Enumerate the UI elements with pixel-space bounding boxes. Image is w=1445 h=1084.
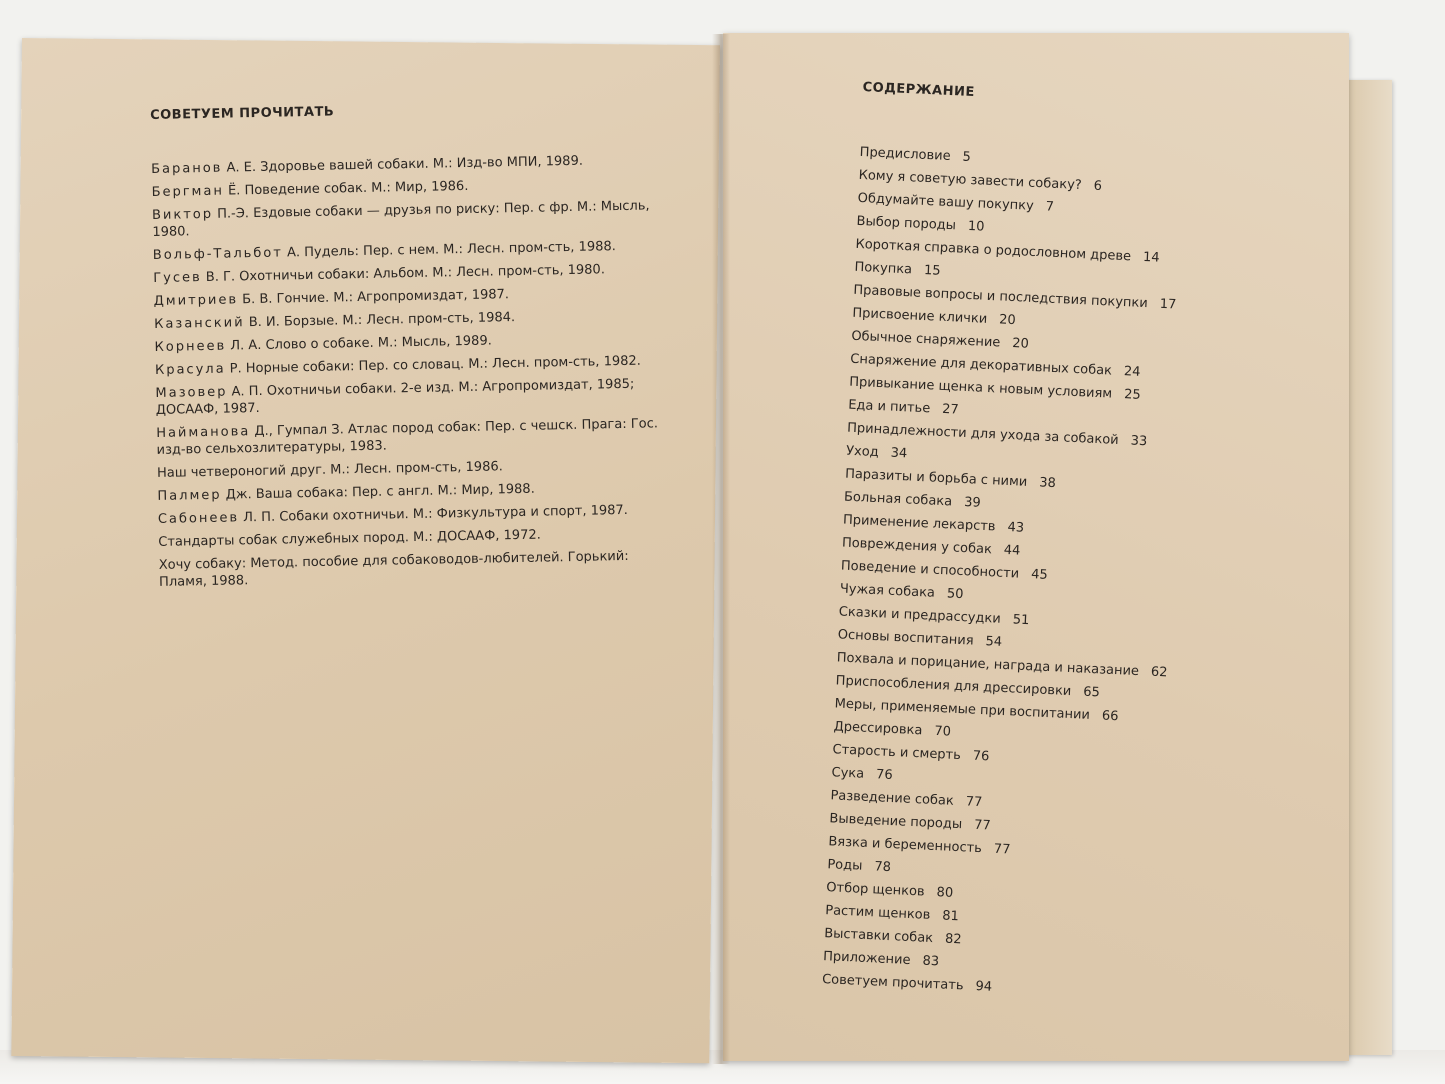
- toc-title: Приложение: [822, 949, 911, 969]
- toc-page-number: 81: [941, 908, 960, 925]
- reference-text: Ё. Поведение собак. М.: Мир, 1986.: [227, 178, 469, 199]
- toc-page-number: 62: [1150, 664, 1168, 681]
- toc-title: Уход: [845, 443, 880, 461]
- toc-page-number: 39: [963, 495, 981, 511]
- toc-title: Разведение собак: [830, 788, 955, 809]
- toc-title: Покупка: [854, 259, 913, 278]
- reading-list-heading: СОВЕТУЕМ ПРОЧИТАТЬ: [150, 104, 335, 123]
- reference-author: Красула: [154, 361, 226, 378]
- toc-title: Еда и питье: [847, 397, 931, 417]
- reference-text: Л. А. Слово о собаке. М.: Мысль, 1989.: [230, 333, 492, 354]
- toc-title: Чужая собака: [839, 581, 936, 601]
- reference-text: Хочу собаку: Метод. пособие для собаководов-любителей. Горький: Пламя, 1988.: [158, 548, 629, 590]
- reading-list-section: [150, 98, 679, 597]
- toc-title: Предисловие: [859, 144, 951, 165]
- toc-page-number: 38: [1038, 475, 1057, 492]
- toc-page-number: 24: [1123, 364, 1141, 380]
- toc-page-number: 70: [934, 723, 952, 740]
- toc-page-number: 80: [936, 885, 954, 901]
- toc-title: Меры, применяемые при воспитании: [834, 696, 1091, 723]
- reference-item: [151, 174, 671, 201]
- toc-title: Приспособления для дрессировки: [835, 673, 1072, 700]
- reference-item: [157, 455, 677, 482]
- toc-title: Выставки собак: [823, 926, 934, 947]
- reference-item: [155, 375, 676, 419]
- toc-page-number: 77: [965, 794, 983, 811]
- reference-author: Дмитриев: [153, 292, 239, 309]
- toc-title: Повреждения у собак: [841, 535, 993, 558]
- toc-page-number: 78: [874, 859, 892, 876]
- toc-title: Сука: [831, 765, 865, 782]
- toc-page-number: 76: [972, 748, 990, 765]
- reference-item: [153, 237, 673, 264]
- toc-page-number: 50: [946, 586, 964, 603]
- toc-page-number: 10: [967, 218, 985, 235]
- toc-title: Привыкание щенка к новым условиям: [848, 374, 1113, 402]
- toc-title: Присвоение клички: [852, 305, 988, 327]
- toc-page-number: 7: [1045, 199, 1055, 215]
- toc-page-number: 45: [1030, 567, 1048, 583]
- toc-title: Роды: [827, 857, 863, 874]
- toc-title: Паразиты и борьба с ними: [844, 466, 1028, 490]
- reference-item: [158, 501, 678, 528]
- toc-title: Старость и смерть: [832, 742, 962, 764]
- toc-title: Растим щенков: [824, 903, 931, 923]
- reference-text: А. Пудель: Пер. с нем. М.: Лесн. пром-сть, 1988.: [286, 239, 616, 261]
- reference-author: Гусев: [153, 270, 202, 286]
- reference-text: Наш четвероногий друг. М.: Лесн. пром-сть, 1986.: [156, 459, 503, 481]
- toc-page-number: 34: [890, 445, 908, 462]
- toc-page-number: 15: [923, 262, 941, 279]
- reference-author: Казанский: [154, 315, 245, 332]
- reference-item: [155, 352, 675, 379]
- reference-item: [151, 151, 671, 178]
- reference-text: Р. Норные собаки: Пер. со словац. М.: Лесн. пром-сть, 1982.: [229, 353, 641, 377]
- contents-heading: СОДЕРЖАНИЕ: [862, 80, 976, 101]
- reference-text: Дж. Ваша собака: Пер. с англ. М.: Мир, 1988.: [225, 481, 535, 503]
- toc-page-number: 20: [998, 312, 1017, 329]
- toc-page-number: 94: [975, 979, 993, 995]
- toc-title: Отбор щенков: [825, 880, 925, 900]
- toc-page-number: 14: [1142, 249, 1160, 266]
- reference-item: [154, 283, 674, 310]
- reference-item: [159, 547, 680, 591]
- reference-list: [151, 151, 679, 591]
- reference-author: Вольф-Тальбот: [152, 245, 284, 263]
- toc-page-number: 65: [1082, 684, 1101, 701]
- toc-page-number: 44: [1003, 542, 1021, 559]
- toc-page-number: 17: [1159, 296, 1177, 313]
- reference-text: Л. П. Собаки охотничьи. М.: Физкультура и спорт, 1987.: [243, 502, 629, 526]
- toc-title: Выбор породы: [856, 213, 957, 234]
- toc-title: Обдумайте вашу покупку: [857, 190, 1035, 214]
- toc-title: Применение лекарств: [842, 512, 996, 535]
- reference-text: В. Г. Охотничьи собаки: Альбом. М.: Лесн. пром-сть, 1980.: [205, 262, 606, 285]
- reference-text: Б. В. Гончие. М.: Агропромиздат, 1987.: [242, 287, 510, 308]
- reference-text: Стандарты собак служебных пород. М.: ДОСААФ, 1972.: [158, 527, 541, 550]
- reference-text: Д., Гумпал З. Атлас пород собак: Пер. с чешск. Прага: Гос. изд-во сельхозлитературы, 1983.: [156, 416, 659, 458]
- toc-title: Снаряжение для декоративных собак: [849, 351, 1113, 379]
- toc-title: Поведение и способности: [840, 558, 1020, 582]
- reference-author: Палмер: [157, 487, 222, 504]
- toc-title: Советуем прочитать: [821, 972, 964, 994]
- toc-page-number: 6: [1093, 178, 1103, 194]
- reference-author: Найманова: [156, 424, 251, 441]
- toc-page-number: 43: [1007, 520, 1025, 536]
- reference-author: Виктор: [151, 206, 214, 223]
- toc-title: Сказки и предрассудки: [838, 604, 1002, 627]
- toc-page-number: 5: [962, 149, 972, 165]
- reference-item: [154, 329, 674, 356]
- toc-title: Выведение породы: [829, 811, 963, 833]
- toc-list: [821, 144, 1219, 1010]
- toc-title: Больная собака: [843, 489, 953, 510]
- toc-title: Основы воспитания: [837, 627, 974, 649]
- toc-page-number: 76: [875, 767, 893, 784]
- reference-text: А. Е. Здоровье вашей собаки. М.: Изд-во МПИ, 1989.: [226, 153, 584, 176]
- reference-item: [158, 524, 678, 551]
- book-gutter: [712, 34, 730, 1064]
- toc-page-number: 27: [941, 401, 960, 418]
- reference-item: [156, 415, 677, 459]
- toc-title: Обычное снаряжение: [851, 328, 1001, 351]
- toc-page-number: 51: [1012, 612, 1030, 629]
- toc-page-number: 77: [973, 817, 992, 834]
- toc-title: Правовые вопросы и последствия покупки: [853, 282, 1149, 312]
- reference-item: [152, 197, 673, 241]
- reference-item: [153, 260, 673, 287]
- toc-page-number: 33: [1130, 433, 1148, 450]
- reference-item: [154, 306, 674, 333]
- reference-author: Корнеев: [154, 338, 227, 355]
- toc-page-number: 54: [985, 634, 1003, 650]
- toc-page-number: 66: [1101, 708, 1119, 725]
- toc-page-number: 20: [1011, 336, 1030, 352]
- toc-title: Принадлежности для ухода за собакой: [846, 420, 1119, 448]
- contents-section: [821, 80, 1222, 1010]
- reference-text: В. И. Борзые. М.: Лесн. пром-сть, 1984.: [248, 310, 516, 331]
- toc-title: Дрессировка: [833, 719, 923, 739]
- reference-author: Бергман: [151, 183, 225, 200]
- toc-page-number: 77: [993, 841, 1011, 858]
- reference-text: П.-Э. Ездовые собаки — друзья по риску: Пер. с фр. М.: Мысль, 1980.: [152, 198, 650, 240]
- reference-author: Сабонеев: [157, 510, 240, 527]
- toc-page-number: 25: [1123, 387, 1142, 403]
- toc-title: Похвала и порицание, награда и наказание: [836, 650, 1140, 680]
- reference-author: Мазовер: [155, 384, 228, 401]
- toc-page-number: 83: [922, 953, 940, 970]
- reference-item: [157, 478, 677, 505]
- toc-title: Короткая справка о родословном древе: [855, 236, 1132, 265]
- toc-title: Вязка и беременность: [828, 834, 983, 857]
- reference-author: Баранов: [151, 160, 223, 177]
- toc-page-number: 82: [944, 931, 962, 948]
- reference-text: А. П. Охотничьи собаки. 2-е изд. М.: Агропромиздат, 1985; ДОСААФ, 1987.: [155, 376, 635, 418]
- toc-title: Кому я советую завести собаку?: [858, 167, 1083, 194]
